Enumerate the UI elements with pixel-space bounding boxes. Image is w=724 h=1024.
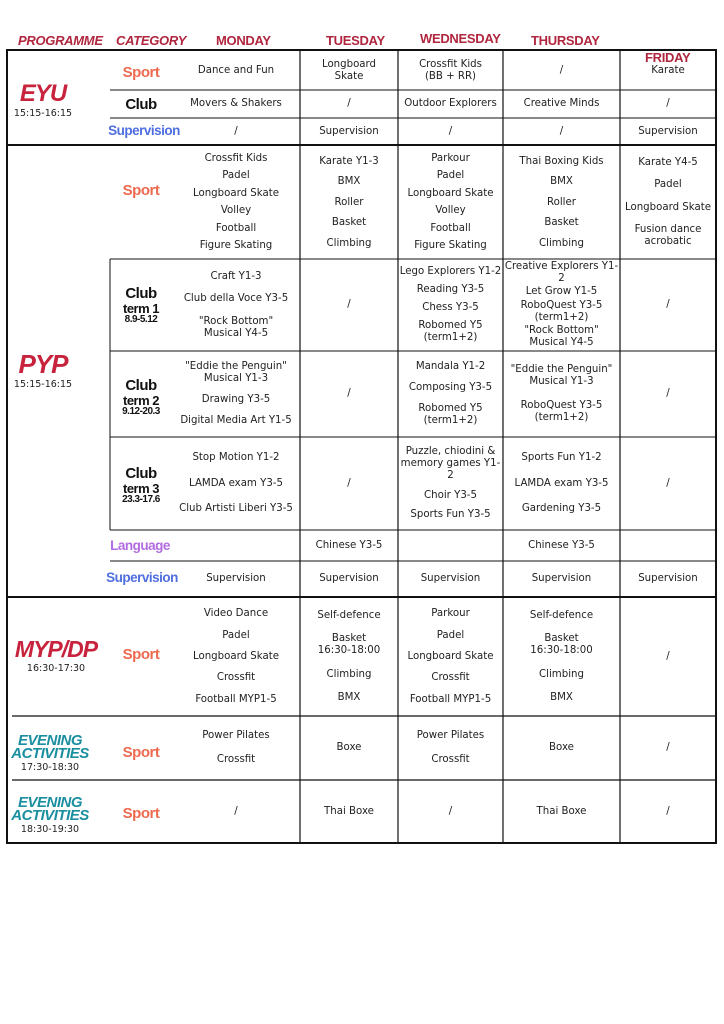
schedule-cell-eyu-supervision-friday: [620, 118, 716, 145]
activity-item: BMX: [550, 691, 573, 703]
activity-item: /: [666, 477, 670, 489]
activity-item: Longboard Skate: [407, 650, 494, 662]
activity-item: Creative Explorers Y1-2: [504, 261, 619, 285]
schedule-cell-eyu-club-tuesday: [300, 90, 398, 118]
schedule-cell-eyu-sport-monday: [172, 52, 300, 90]
category-sport: Sport: [122, 181, 160, 199]
schedule-cell-pyp-club1-thursday: [503, 259, 620, 351]
schedule-cell-eyu-club-monday: [172, 90, 300, 118]
activity-item: Padel: [222, 629, 250, 641]
schedule-cell-ev2-sport-monday: [172, 780, 300, 843]
activity-item: "Rock Bottom" Musical Y4-5: [524, 324, 599, 348]
activity-item: Supervision: [638, 125, 698, 137]
term-label: term 2: [122, 393, 160, 408]
activity-item: Movers & Shakers: [190, 98, 282, 109]
activity-item: /: [666, 98, 670, 109]
activity-item: Craft Y1-3: [210, 270, 262, 282]
schedule-cell-pyp-supervision-tuesday: [300, 561, 398, 597]
schedule-cell-pyp-sport-thursday: [503, 146, 620, 259]
activity-item: /: [347, 388, 351, 399]
schedule-cell-pyp-club2-wednesday: [398, 351, 503, 437]
schedule-cell-eyu-club-wednesday: [398, 90, 503, 118]
activity-item: /: [234, 805, 238, 817]
term-dates: 8.9-5.12: [124, 314, 158, 325]
activity-item: /: [559, 65, 564, 76]
category-supervision: Supervision: [106, 569, 178, 585]
activity-item: Power Pilates: [416, 729, 485, 741]
schedule-cell-ev2-sport-friday: [620, 780, 716, 843]
activity-item: Climbing: [539, 668, 584, 680]
schedule-cell-pyp-language-friday: [620, 530, 716, 561]
activity-item: Reading Y3-5: [416, 284, 485, 295]
activity-item: Climbing: [539, 237, 584, 249]
programme-mypdp: [8, 628, 104, 684]
activity-item: /: [559, 125, 564, 137]
schedule-cell-eyu-sport-friday: [620, 52, 716, 90]
activity-item: Supervision: [638, 573, 698, 584]
activity-item: Club della Voce Y3-5: [183, 293, 289, 304]
schedule-cell-eyu-club-friday: [620, 90, 716, 118]
header-monday: MONDAY: [216, 33, 271, 48]
programme-pyp: [8, 340, 78, 400]
activity-item: Football: [430, 222, 471, 234]
schedule-cell-ev1-sport-monday: [172, 716, 300, 780]
category-club: Club: [125, 95, 157, 113]
activity-item: Longboard Skate: [192, 187, 279, 199]
schedule-cell-myp-sport-tuesday: [300, 598, 398, 716]
activity-item: Drawing Y3-5: [201, 394, 271, 405]
activity-item: Thai Boxe: [324, 805, 374, 817]
activity-item: Padel: [436, 170, 465, 182]
schedule-cell-pyp-sport-monday: [172, 146, 300, 259]
activity-item: Longboard Skate: [624, 201, 711, 213]
activity-item: Club Artisti Liberi Y3-5: [179, 503, 293, 515]
activity-item: Choir Y3-5: [424, 489, 477, 501]
schedule-cell-pyp-club1-monday: [172, 259, 300, 351]
activity-item: Karate Y4-5: [638, 157, 698, 169]
programme-time: 15:15-16:15: [13, 378, 73, 390]
activity-item: Chess Y3-5: [422, 302, 479, 313]
activity-item: Football: [215, 222, 257, 234]
activity-item: Crossfit: [216, 754, 256, 766]
schedule-cell-ev1-sport-wednesday: [398, 716, 503, 780]
schedule-cell-pyp-club2-friday: [620, 351, 716, 437]
activity-item: Supervision: [206, 573, 266, 584]
activity-item: Climbing: [326, 668, 372, 680]
activity-item: Karate: [651, 65, 685, 76]
schedule-cell-pyp-club3-tuesday: [300, 437, 398, 530]
activity-item: Volley: [220, 205, 252, 217]
schedule-cell-eyu-sport-wednesday: [398, 52, 503, 90]
programme-name: PYP: [18, 348, 68, 379]
activity-item: Boxe: [549, 742, 574, 753]
activity-item: LAMDA exam Y3-5: [514, 477, 609, 489]
activity-item: /: [347, 98, 351, 109]
activity-item: Creative Minds: [523, 98, 600, 109]
activity-item: /: [666, 742, 670, 753]
activity-item: Basket: [544, 217, 579, 228]
activity-item: Padel: [654, 179, 682, 191]
schedule-cell-pyp-language-tuesday: [300, 530, 398, 561]
activity-item: Crossfit Kids: [204, 152, 268, 164]
activity-item: Figure Skating: [414, 240, 487, 252]
category-club-term3: [110, 450, 172, 520]
schedule-cell-pyp-supervision-friday: [620, 561, 716, 597]
programme-time: 16:30-17:30: [26, 663, 86, 674]
schedule-cell-pyp-club2-monday: [172, 351, 300, 437]
activity-item: /: [347, 299, 351, 310]
activity-item: Basket 16:30-18:00: [530, 633, 593, 657]
header-friday: FRIDAY: [645, 50, 691, 65]
activity-item: Roller: [547, 196, 576, 208]
programme-name: MYP/DP: [14, 636, 98, 662]
schedule-cell-myp-sport-monday: [172, 598, 300, 716]
schedule-cell-pyp-club2-tuesday: [300, 351, 398, 437]
schedule-cell-pyp-club3-friday: [620, 437, 716, 530]
activity-item: "Eddie the Penguin" Musical Y1-3: [510, 364, 613, 387]
activity-item: BMX: [337, 176, 361, 187]
term-dates: 9.12-20.3: [122, 406, 160, 417]
header-tuesday: TUESDAY: [326, 33, 385, 48]
schedule-cell-eyu-supervision-thursday: [503, 118, 620, 145]
category-sport: Sport: [122, 804, 160, 822]
term-label: term 3: [122, 481, 160, 496]
schedule-cell-pyp-sport-wednesday: [398, 146, 503, 259]
activity-item: BMX: [337, 691, 361, 703]
schedule-cell-pyp-club3-monday: [172, 437, 300, 530]
activity-item: Let Grow Y1-5: [525, 286, 598, 298]
activity-item: RoboQuest Y3-5 (term1+2): [520, 299, 603, 323]
activity-item: Self-defence: [317, 610, 381, 622]
schedule-cell-ev1-sport-friday: [620, 716, 716, 780]
header-wednesday: WEDNESDAY: [420, 31, 501, 46]
activity-item: Chinese Y3-5: [528, 539, 595, 551]
activity-item: Basket: [331, 217, 367, 228]
programme-eyu: [8, 70, 78, 130]
schedule-cell-pyp-language-thursday: [503, 530, 620, 561]
activity-item: Football MYP1-5: [195, 693, 277, 705]
header-thursday: THURSDAY: [531, 33, 600, 48]
activity-item: LAMDA exam Y3-5: [189, 477, 283, 489]
activity-item: /: [448, 125, 453, 137]
category-supervision: Supervision: [108, 122, 180, 138]
schedule-cell-eyu-club-thursday: [503, 90, 620, 118]
activity-item: Crossfit Kids (BB + RR): [419, 59, 482, 82]
activity-item: Mandala Y1-2: [415, 361, 486, 372]
activity-item: Basket 16:30-18:00: [317, 633, 381, 657]
activity-item: /: [234, 125, 238, 137]
activity-item: Longboard Skate: [192, 650, 279, 662]
activity-item: Longboard Skate: [321, 59, 377, 82]
activity-item: Composing Y3-5: [408, 382, 493, 393]
schedule-cell-pyp-sport-tuesday: [300, 146, 398, 259]
club-label: Club: [125, 285, 157, 302]
activity-item: "Rock Bottom" Musical Y4-5: [198, 315, 274, 339]
activity-item: Gardening Y3-5: [521, 503, 602, 515]
schedule-cell-ev2-sport-wednesday: [398, 780, 503, 843]
activity-item: Crossfit: [431, 754, 470, 766]
schedule-cell-pyp-language-wednesday: [398, 530, 503, 561]
activity-item: Puzzle, chiodini & memory games Y1-2: [400, 445, 501, 481]
activity-item: Padel: [222, 170, 250, 182]
category-sport: Sport: [122, 63, 160, 81]
activity-item: Roller: [334, 196, 364, 208]
activity-item: /: [448, 805, 453, 817]
schedule-cell-eyu-supervision-wednesday: [398, 118, 503, 145]
schedule-cell-pyp-sport-friday: [620, 146, 716, 259]
schedule-cell-myp-sport-wednesday: [398, 598, 503, 716]
term-label: term 1: [122, 301, 160, 316]
schedule-cell-eyu-sport-tuesday: [300, 52, 398, 90]
activity-item: Crossfit: [431, 672, 470, 684]
category-club-term1: [110, 270, 172, 340]
programme-name: EVENING ACTIVITIES: [11, 731, 89, 762]
activity-item: "Eddie the Penguin" Musical Y1-3: [185, 361, 287, 384]
programme-name: EVENING ACTIVITIES: [11, 793, 89, 824]
programme-evening-1: [12, 728, 88, 778]
activity-item: Fusion dance acrobatic: [634, 223, 702, 247]
schedule-cell-pyp-club1-friday: [620, 259, 716, 351]
activity-item: Video Dance: [203, 608, 269, 620]
activity-item: Climbing: [326, 237, 372, 249]
activity-item: Stop Motion Y1-2: [192, 451, 280, 463]
activity-item: Thai Boxe: [536, 805, 587, 817]
header-programme: PROGRAMME: [18, 33, 103, 48]
activity-item: Robomed Y5 (term1+2): [418, 403, 483, 426]
programme-time: 18:30-19:30: [20, 823, 80, 835]
schedule-cell-eyu-supervision-tuesday: [300, 118, 398, 145]
schedule-cell-myp-sport-friday: [620, 598, 716, 716]
activity-item: Supervision: [319, 125, 379, 137]
activity-item: Digital Media Art Y1-5: [180, 415, 292, 426]
activity-item: /: [347, 477, 351, 489]
activity-item: Figure Skating: [199, 240, 273, 252]
schedule-cell-pyp-club1-wednesday: [398, 259, 503, 351]
schedule-cell-pyp-club1-tuesday: [300, 259, 398, 351]
activity-item: Power Pilates: [202, 729, 270, 741]
activity-item: /: [666, 388, 670, 399]
category-sport: Sport: [122, 645, 160, 663]
activity-item: Football MYP1-5: [409, 693, 492, 705]
programme-time: 17:30-18:30: [20, 761, 80, 773]
activity-item: /: [666, 299, 670, 310]
activity-item: Parkour: [431, 608, 470, 620]
category-club-term2: [110, 362, 172, 432]
activity-item: Crossfit: [216, 672, 256, 684]
schedule-cell-pyp-supervision-wednesday: [398, 561, 503, 597]
activity-item: Padel: [436, 629, 465, 641]
activity-item: Self-defence: [529, 610, 594, 622]
activity-item: Supervision: [420, 573, 481, 584]
schedule-cell-pyp-club3-thursday: [503, 437, 620, 530]
schedule-cell-ev1-sport-thursday: [503, 716, 620, 780]
programme-evening-2: [12, 790, 88, 840]
activity-item: /: [666, 805, 670, 817]
schedule-cell-pyp-language-monday: [172, 530, 300, 561]
schedule-cell-eyu-supervision-monday: [172, 118, 300, 145]
activity-item: Karate Y1-3: [319, 155, 379, 167]
activity-item: Supervision: [531, 573, 592, 584]
activity-item: Supervision: [319, 573, 379, 584]
activity-item: Sports Fun Y1-2: [521, 451, 602, 463]
activity-item: BMX: [550, 176, 573, 187]
activity-item: Robomed Y5 (term1+2): [418, 320, 483, 343]
schedule-cell-pyp-supervision-thursday: [503, 561, 620, 597]
category-language: Language: [110, 537, 170, 553]
club-label: Club: [125, 465, 157, 482]
schedule-cell-pyp-club3-wednesday: [398, 437, 503, 530]
activity-item: Thai Boxing Kids: [519, 155, 604, 167]
activity-item: RoboQuest Y3-5 (term1+2): [520, 400, 603, 423]
schedule-cell-ev1-sport-tuesday: [300, 716, 398, 780]
schedule-cell-pyp-club2-thursday: [503, 351, 620, 437]
schedule-cell-eyu-sport-thursday: [503, 52, 620, 90]
schedule-cell-pyp-supervision-monday: [172, 561, 300, 597]
schedule-cell-ev2-sport-thursday: [503, 780, 620, 843]
activity-item: Lego Explorers Y1-2: [399, 266, 502, 277]
activity-item: Volley: [435, 205, 466, 217]
activity-item: Parkour: [431, 152, 470, 164]
category-sport: Sport: [122, 743, 160, 761]
programme-time: 15:15-16:15: [13, 107, 73, 119]
activity-item: Longboard Skate: [407, 187, 494, 199]
club-label: Club: [125, 377, 157, 394]
header-category: CATEGORY: [116, 33, 187, 48]
activity-item: Chinese Y3-5: [315, 539, 383, 551]
activity-item: Sports Fun Y3-5: [410, 509, 491, 521]
schedule-cell-myp-sport-thursday: [503, 598, 620, 716]
programme-name: EYU: [19, 79, 67, 107]
term-dates: 23.3-17.6: [122, 494, 160, 505]
activity-item: Dance and Fun: [197, 65, 275, 76]
activity-item: Outdoor Explorers: [404, 98, 497, 109]
activity-item: Boxe: [336, 742, 362, 753]
schedule-cell-ev2-sport-tuesday: [300, 780, 398, 843]
activity-item: /: [666, 651, 670, 662]
